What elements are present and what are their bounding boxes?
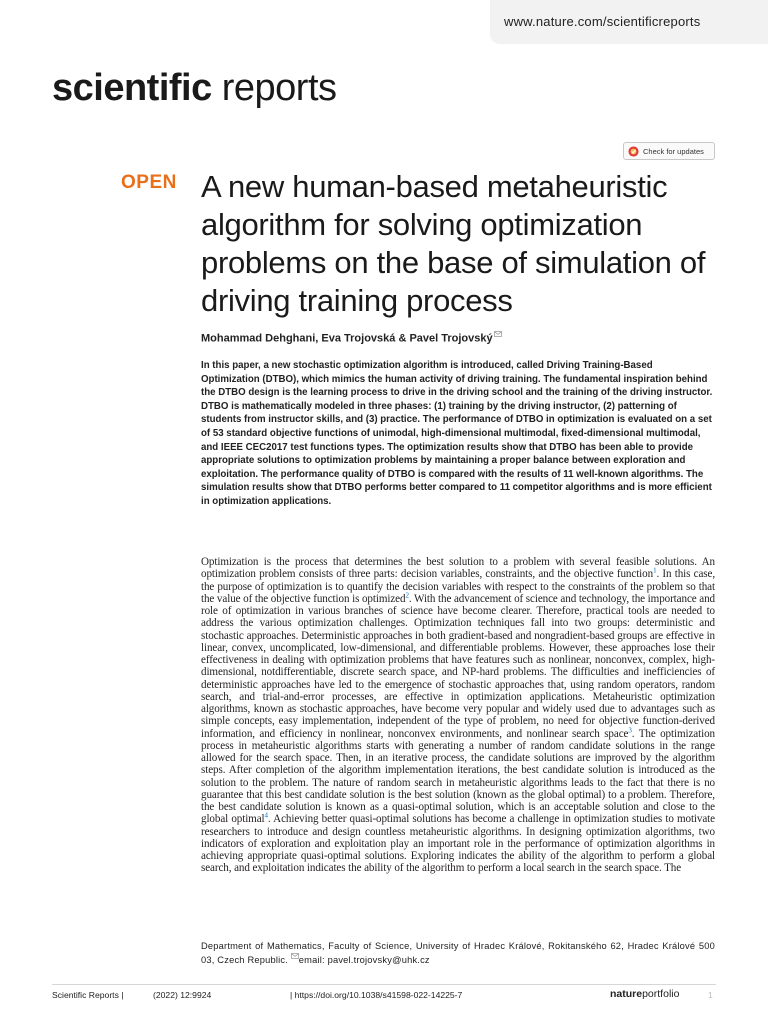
check-for-updates-icon [628,146,639,157]
body-segment: . In this case, the purpose of optimization is to quantify the decision variables with respect to the constraints of the problem so that the value of the objective function is optimized [201,568,715,605]
brand-light: portfolio [642,988,680,1000]
reference-link[interactable]: 3 [628,725,632,734]
introduction-paragraph [201,556,715,875]
envelope-icon [291,953,299,959]
author-names[interactable]: Mohammad Dehghani, Eva Trojovská & Pavel Trojovský [201,332,493,345]
journal-masthead [52,66,337,110]
reference-link[interactable]: 2 [405,591,409,600]
body-segment: Optimization is the process that determines the best solution to a problem with several feasible solutions. An optimization problem consists of three parts: decision variables, constraints, and the objective function [201,556,715,581]
body-segment: . The optimization process in metaheuristic algorithms starts with generating a number of random candidate solutions in the range allowed for the search space. Then, in an iterative process, the candidate solutions are improved by the algorithm steps. After completion of the algorithm implementation iterations, the best candidate solution is introduced as the solution to the problem. The nature of random search in metaheuristic algorithms leads to the fact that there is no guarantee that this best candidate solution is the best solution (known as the global optimal) to a problem. Therefore, the best candidate solution is known as a quasi-optimal solution, which is an acceptable solution and close to the global optimal [201,727,715,826]
affiliation-address: Department of Mathematics, Faculty of Science, University of Hradec Králové, Rokitanského 62, Hradec Králové 500 03, Czech Republic. [201,941,715,966]
article-title: A new human-based metaheuristic algorithm for solving optimization problems on the base of simulation of driving training process [201,169,706,318]
check-for-updates-label: Check for updates [643,146,704,156]
journal-url[interactable]: www.nature.com/scientificreports [490,0,768,44]
footer-volume: (2022) 12:9924 [153,990,212,1000]
body-segment: . With the advancement of science and technology, the importance and role of optimization in various branches of science have become clearer. Therefore, practical tools are needed to address the various optimization challenges. Optimization techniques fall into two groups: deterministic and stochastic approaches. Deterministic approaches in both gradient-based and nongradient-based groups are effective in linear, convex, uncomplicated, low-dimensional, and differentiable problems. However, these approaches lose their effectiveness in dealing with optimization problems that have features such as nonlinear, nonconvex, complex, high-dimensional, notdifferentiable, discrete search space, and NP-hard problems. The difficulties and inefficiencies of deterministic approaches have led to the emergence of stochastic approaches that, using random operators, random search, and trial-and-error processes, are effective in optimization applications. Metaheuristic optimization algorithms, known as stochastic approaches, have become very popular and widely used due to advantages such as simple concepts, easy implementation, independent of the type of problem, no need for objective function-derived information, and efficiency in nonlinear, nonconvex environments, and nonlinear search space [201,592,715,740]
nature-portfolio-logo [610,988,679,1000]
open-access-badge: OPEN [121,172,177,193]
check-for-updates-button[interactable] [623,142,715,160]
footer-divider [52,984,716,985]
page-number: 1 [708,990,713,1000]
footer-journal: Scientific Reports | [52,990,124,1000]
envelope-icon[interactable] [494,331,502,337]
footer-doi-link[interactable]: | https://doi.org/10.1038/s41598-022-14225-7 [290,990,463,1000]
reference-link[interactable]: 1 [653,566,657,575]
author-list [201,331,502,345]
body-segment: . Achieving better quasi-optimal solutions has become a challenge in optimization studies to motivate researchers to introduce and design countless metaheuristic algorithms. In designing optimization algorithms, two indicators of exploration and exploitation play an important role in the performance of optimization algorithms in achieving appropriate quasi-optimal solutions. Exploring indicates the ability of the algorithm to perform a global search, and exploitation indicates the ability of the algorithm to perform a local search in the search space. The [201,813,715,875]
journal-name-light: reports [221,67,337,109]
corresponding-email[interactable]: email: pavel.trojovsky@uhk.cz [298,955,430,966]
journal-name-bold: scientific [52,67,212,109]
brand-bold: nature [610,988,643,1000]
reference-link[interactable]: 4 [264,811,268,820]
abstract: In this paper, a new stochastic optimization algorithm is introduced, called Driving Training-Based Optimization (DTBO), which mimics the human activity of driving training. The fundamental inspiration behind the DTBO design is the learning process to drive in the driving school and the training of the driving instructor. DTBO is mathematically modeled in three phases: (1) training by the driving instructor, (2) patterning of students from instructor skills, and (3) practice. The performance of DTBO in optimization is evaluated on a set of 53 standard objective functions of unimodal, high-dimensional multimodal, fixed-dimensional multimodal, and IEEE CEC2017 test functions types. The optimization results show that DTBO has been able to provide appropriate solutions to optimization problems by maintaining a proper balance between exploration and exploitation. The performance quality of DTBO is compared with the results of 11 well-known algorithms. The simulation results show that DTBO performs better compared to 11 competitor algorithms and is more efficient in optimization applications. [201,360,713,507]
affiliation-note [201,939,715,967]
